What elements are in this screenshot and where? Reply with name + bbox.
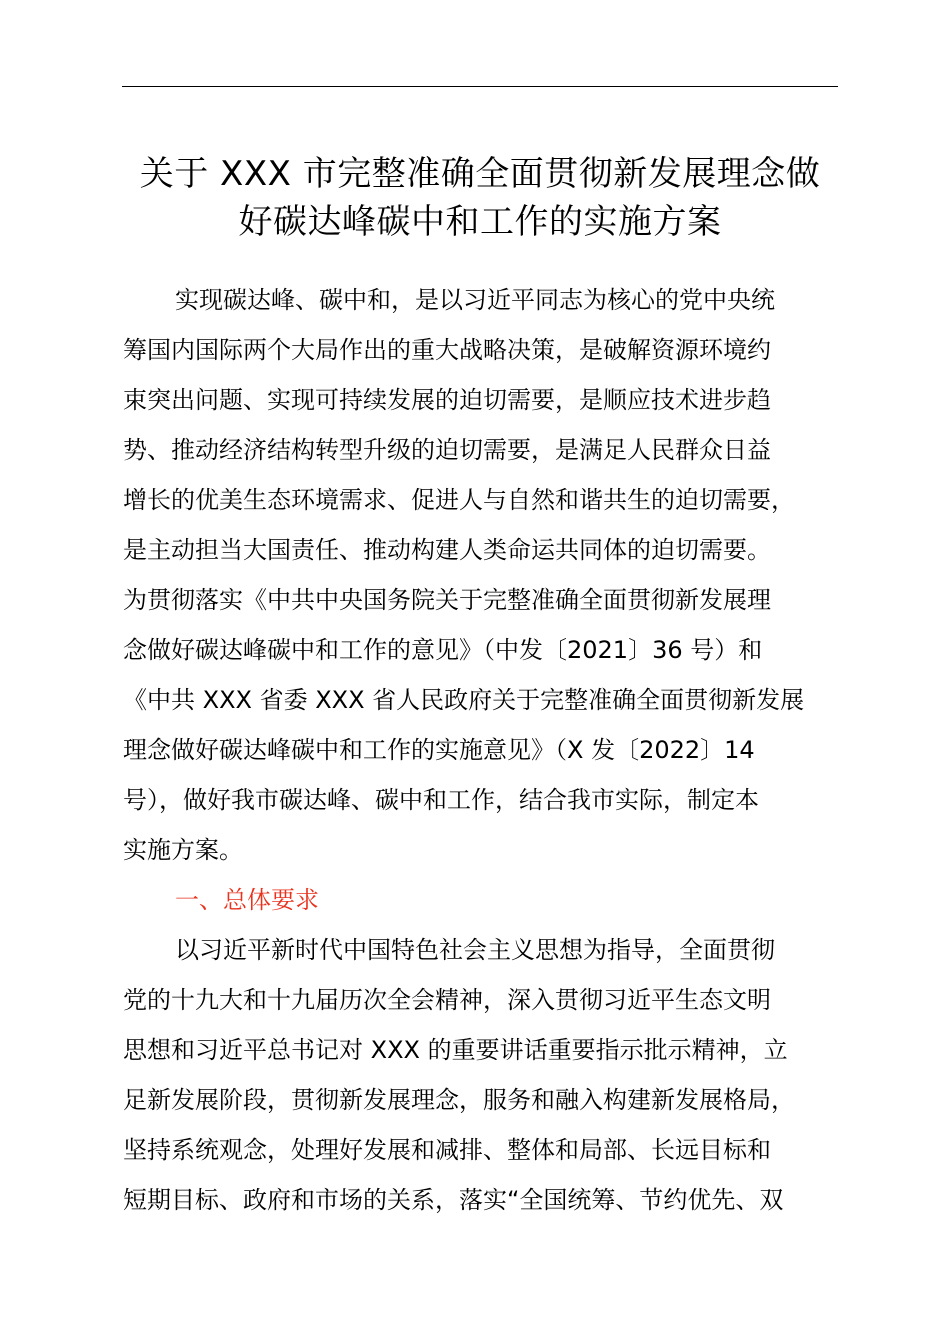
- paragraph-1-line: 号），做好我市碳达峰、碳中和工作，结合我市实际，制定本: [123, 786, 759, 814]
- paragraph-2-line: 以习近平新时代中国特色社会主义思想为指导，全面贯彻: [175, 936, 775, 964]
- paragraph-2-line: 党的十九大和十九届历次全会精神，深入贯彻习近平生态文明: [123, 986, 771, 1014]
- paragraph-1-line: 念做好碳达峰碳中和工作的意见》（中发〔2021〕36 号）和: [123, 636, 763, 664]
- document-body: [123, 275, 843, 1225]
- paragraph-1-line: 为贯彻落实《中共中央国务院关于完整准确全面贯彻新发展理: [123, 586, 771, 614]
- paragraph-2-line: 短期目标、政府和市场的关系，落实“全国统筹、节约优先、双: [123, 1186, 784, 1214]
- section-heading: 一、总体要求: [175, 886, 319, 914]
- paragraph-1-line: 增长的优美生态环境需求、促进人与自然和谐共生的迫切需要，: [123, 486, 795, 514]
- paragraph-1-line: 势、推动经济结构转型升级的迫切需要，是满足人民群众日益: [123, 436, 771, 464]
- paragraph-2-line: 足新发展阶段，贯彻新发展理念，服务和融入构建新发展格局，: [123, 1086, 795, 1114]
- paragraph-1-line: 理念做好碳达峰碳中和工作的实施意见》（X 发〔2022〕14: [123, 736, 755, 764]
- paragraph-2-line: 思想和习近平总书记对 XXX 的重要讲话重要指示批示精神，立: [123, 1036, 788, 1064]
- paragraph-1-line: 《中共 XXX 省委 XXX 省人民政府关于完整准确全面贯彻新发展: [123, 686, 805, 714]
- paragraph-1-line: 是主动担当大国责任、推动构建人类命运共同体的迫切需要。: [123, 536, 771, 564]
- header-rule: [122, 86, 838, 87]
- paragraph-1-line: 筹国内国际两个大局作出的重大战略决策，是破解资源环境约: [123, 336, 771, 364]
- document-title: [90, 150, 870, 246]
- paragraph-1-line: 实现碳达峰、碳中和，是以习近平同志为核心的党中央统: [175, 286, 775, 314]
- paragraph-2-line: 坚持系统观念，处理好发展和减排、整体和局部、长远目标和: [123, 1136, 771, 1164]
- title-line-2: 好碳达峰碳中和工作的实施方案: [238, 202, 722, 242]
- paragraph-1-line: 实施方案。: [123, 836, 243, 864]
- title-line-1: 关于 XXX 市完整准确全面贯彻新发展理念做: [139, 154, 821, 194]
- paragraph-1-line: 束突出问题、实现可持续发展的迫切需要，是顺应技术进步趋: [123, 386, 771, 414]
